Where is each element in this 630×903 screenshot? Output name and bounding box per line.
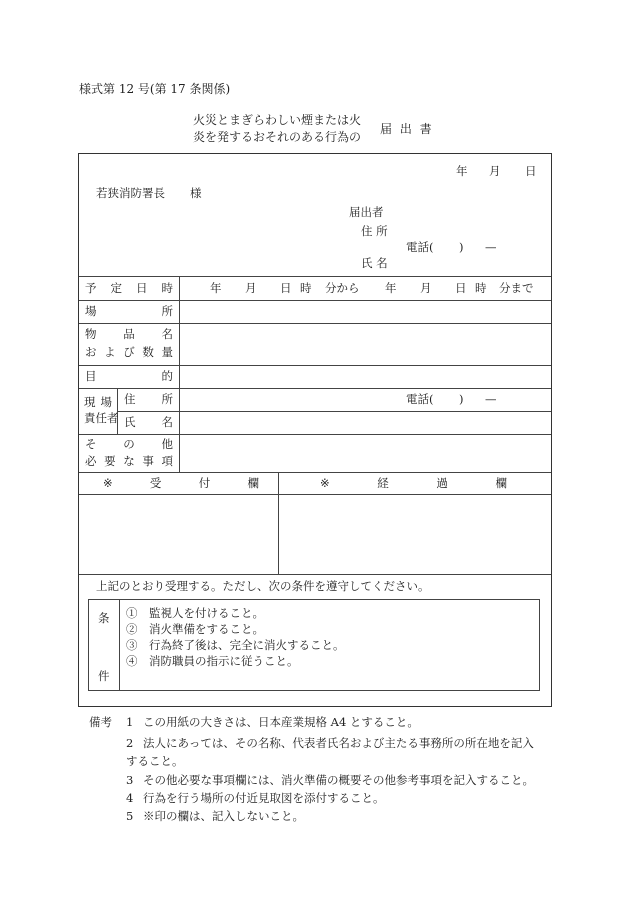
notifier-phone-label: 電話( xyxy=(406,240,434,254)
schedule-label: 予 定 日 時 xyxy=(85,281,173,295)
responsible-label-line-2: 責 任 者 xyxy=(84,411,119,425)
note-text: 法人にあっては、その名称、代表者氏名および主たる事務所の所在地を記入 xyxy=(143,736,534,750)
note-text: この用紙の大きさは、日本産業規格 A4 とすること。 xyxy=(143,715,419,729)
conditions-label-bottom: 件 xyxy=(98,669,110,683)
schedule-to-hour: 時 xyxy=(475,281,487,295)
progress-column-header: ※ 経 過 欄 xyxy=(320,476,507,490)
responsible-label-line-1: 現 場 xyxy=(84,395,112,409)
note-number: 4 xyxy=(126,791,134,805)
divider xyxy=(79,323,551,324)
divider xyxy=(79,388,551,389)
divider xyxy=(117,411,551,412)
schedule-to-day: 日 xyxy=(455,281,467,295)
schedule-from-month: 月 xyxy=(245,281,257,295)
recipient-honorific: 様 xyxy=(190,186,202,200)
note-number: 1 xyxy=(126,715,134,729)
schedule-from-year: 年 xyxy=(210,281,222,295)
divider xyxy=(79,494,551,495)
divider xyxy=(79,574,551,575)
notes-label: 備考 xyxy=(89,715,112,729)
receipt-column-header: ※ 受 付 欄 xyxy=(103,476,259,490)
notifier-label: 届出者 xyxy=(349,205,384,219)
notification-form xyxy=(78,153,552,707)
notifier-name-label: 氏 名 xyxy=(361,256,388,270)
divider xyxy=(79,276,551,277)
note-text: 行為を行う場所の付近見取図を添付すること。 xyxy=(143,791,385,805)
schedule-to-month: 月 xyxy=(420,281,432,295)
note-number: 5 xyxy=(126,809,134,823)
notifier-address-label: 住 所 xyxy=(361,224,388,238)
recipient: 若狭消防署長 xyxy=(96,186,165,200)
responsible-address-label: 住 所 xyxy=(124,392,173,406)
date-month: 月 xyxy=(489,164,501,178)
title-line-2: 炎を発するおそれのある行為の xyxy=(193,130,362,144)
conditions-box xyxy=(88,599,540,691)
responsible-name-label: 氏 名 xyxy=(124,415,173,429)
date-day: 日 xyxy=(525,164,537,178)
responsible-phone-dash: — xyxy=(485,392,497,406)
divider xyxy=(79,472,551,473)
divider xyxy=(79,434,551,435)
note-text: その他必要な事項欄には、消火準備の概要その他参考事項を記入すること。 xyxy=(143,773,534,787)
divider xyxy=(79,300,551,301)
other-label-line-1: そ の 他 xyxy=(85,437,173,451)
conditions-label-top: 条 xyxy=(98,611,110,625)
notifier-phone-close: ) xyxy=(459,240,464,254)
condition-item: ① 監視人を付けること。 xyxy=(126,606,264,620)
condition-item: ③ 行為終了後は、完全に消火すること。 xyxy=(126,638,345,652)
date-year: 年 xyxy=(456,164,468,178)
notifier-phone-dash: — xyxy=(485,240,497,254)
acceptance-text: 上記のとおり受理する。ただし、次の条件を遵守してください。 xyxy=(96,579,430,593)
conditions-divider xyxy=(119,600,120,690)
schedule-from-hour: 時 xyxy=(300,281,312,295)
schedule-to-year: 年 xyxy=(385,281,397,295)
schedule-to-minute: 分まで xyxy=(499,281,534,295)
condition-item: ② 消火準備をすること。 xyxy=(126,622,264,636)
condition-item: ④ 消防職員の指示に従うこと。 xyxy=(126,654,299,668)
title-line-1: 火災とまぎらわしい煙または火 xyxy=(193,113,362,127)
goods-label-line-2: お よ び 数 量 xyxy=(85,345,173,359)
note-number: 3 xyxy=(126,773,134,787)
schedule-from-minute: 分から xyxy=(325,281,360,295)
title-suffix: 届 出 書 xyxy=(380,122,434,136)
divider xyxy=(79,365,551,366)
column-divider xyxy=(179,276,180,472)
column-divider xyxy=(278,472,279,574)
place-label: 場 所 xyxy=(85,304,173,318)
schedule-from-day: 日 xyxy=(280,281,292,295)
note-number: 2 xyxy=(126,736,134,750)
note-text: すること。 xyxy=(126,754,184,768)
responsible-phone-label: 電話( xyxy=(406,392,434,406)
responsible-phone-close: ) xyxy=(459,392,464,406)
note-text: ※印の欄は、記入しないこと。 xyxy=(143,809,304,823)
goods-label-line-1: 物 品 名 xyxy=(85,327,173,341)
form-number: 様式第 12 号(第 17 条関係) xyxy=(79,82,231,96)
other-label-line-2: 必 要 な 事 項 xyxy=(85,454,173,468)
purpose-label: 目 的 xyxy=(85,369,173,383)
